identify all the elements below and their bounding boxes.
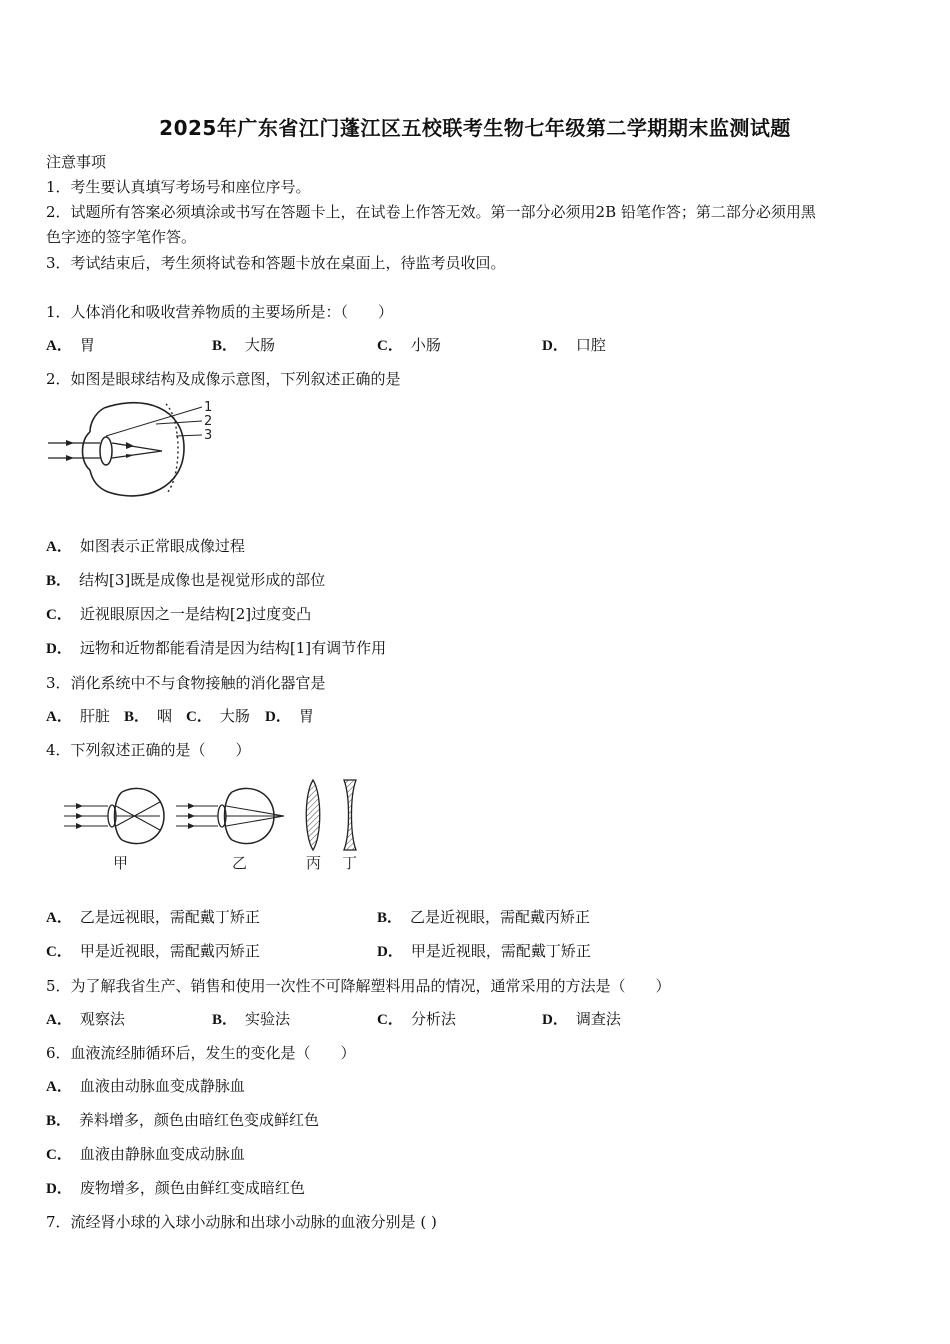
question-1-text: 人体消化和吸收营养物质的主要场所是：（ ） — [70, 303, 394, 321]
q4-option-a: A． 乙是远视眼，需配戴丁矫正 — [46, 908, 260, 926]
question-7-text: 流经肾小球的入球小动脉和出球小动脉的血液分别是 ( ) — [70, 1213, 437, 1231]
label-bing: 丙 — [306, 854, 322, 872]
q6-option-d: D． 废物增多，颜色由鲜红变成暗红色 — [46, 1179, 305, 1197]
q5-option-a: A． 观察法 — [46, 1010, 125, 1028]
question-6-text: 血液流经肺循环后，发生的变化是（ ） — [70, 1044, 356, 1062]
eye-jia — [64, 788, 164, 843]
notice-item-2: 2．试题所有答案必须填涂或书写在答题卡上，在试卷上作答无效。第一部分必须用2B 铅笔作答；第二部分必须用黑 — [46, 203, 816, 221]
q5-option-b: B． 实验法 — [212, 1010, 291, 1028]
label-jia: 甲 — [113, 854, 129, 872]
question-2-stem — [46, 369, 401, 389]
question-3-number: 3． — [46, 674, 71, 692]
q3-option-a: A． 肝脏 — [46, 707, 110, 725]
label-yi: 乙 — [232, 854, 248, 872]
q4-option-c: C． 甲是近视眼，需配戴丙矫正 — [46, 942, 260, 960]
q2-option-d: D． 远物和近物都能看清是因为结构[1]有调节作用 — [46, 639, 387, 657]
notice-heading: 注意事项 — [46, 153, 107, 171]
question-5-stem — [46, 976, 671, 996]
q5-option-d: D． 调查法 — [542, 1010, 621, 1028]
question-2-number: 2． — [46, 370, 71, 388]
concave-lens-ding — [344, 780, 356, 850]
q3-option-d: D． 胃 — [265, 707, 314, 725]
question-6-number: 6． — [46, 1044, 71, 1062]
question-5-number: 5． — [46, 977, 71, 995]
question-7-stem — [46, 1212, 437, 1232]
question-3-text: 消化系统中不与食物接触的消化器官是 — [70, 674, 326, 692]
q3-option-b: B． 咽 — [124, 707, 173, 725]
q6-option-c: C． 血液由静脉血变成动脉血 — [46, 1145, 245, 1163]
q6-option-a: A． 血液由动脉血变成静脉血 — [46, 1077, 245, 1095]
eye-structure-diagram — [44, 396, 224, 506]
q3-option-c: C． 大肠 — [186, 707, 250, 725]
q1-option-a: A． 胃 — [46, 336, 95, 354]
label-ding: 丁 — [342, 854, 358, 872]
q2-option-a: A． 如图表示正常眼成像过程 — [46, 537, 245, 555]
question-4-stem — [46, 740, 251, 760]
question-2-text: 如图是眼球结构及成像示意图，下列叙述正确的是 — [70, 370, 401, 388]
eye-label-3: 3 — [204, 428, 213, 443]
q4-option-b: B． 乙是近视眼，需配戴丙矫正 — [377, 908, 591, 926]
vision-correction-diagram — [60, 774, 370, 878]
q1-option-d: D． 口腔 — [542, 336, 606, 354]
eye-label-1: 1 — [204, 400, 213, 415]
q6-option-b: B． 养料增多，颜色由暗红色变成鲜红色 — [46, 1111, 320, 1129]
question-1-number: 1． — [46, 303, 71, 321]
q1-option-c: C． 小肠 — [377, 336, 441, 354]
q2-option-c: C． 近视眼原因之一是结构[2]过度变凸 — [46, 605, 312, 623]
page-title: 2025年广东省江门蓬江区五校联考生物七年级第二学期期末监测试题 — [159, 116, 791, 140]
question-5-text: 为了解我省生产、销售和使用一次性不可降解塑料用品的情况，通常采用的方法是（ ） — [70, 977, 671, 995]
question-4-text: 下列叙述正确的是（ ） — [70, 741, 251, 759]
question-6-stem — [46, 1043, 356, 1063]
q2-option-b: B． 结构[3]既是成像也是视觉形成的部位 — [46, 571, 326, 589]
eye-yi — [176, 788, 284, 843]
notice-item-1: 1．考生要认真填写考场号和座位序号。 — [46, 178, 311, 196]
q1-option-b: B． 大肠 — [212, 336, 276, 354]
notice-item-3: 3．考试结束后，考生须将试卷和答题卡放在桌面上，待监考员收回。 — [46, 254, 506, 272]
notice-item-2-cont: 色字迹的签字笔作答。 — [46, 228, 197, 246]
eye-label-2: 2 — [204, 414, 213, 429]
convex-lens-bing — [306, 780, 320, 850]
question-4-number: 4． — [46, 741, 71, 759]
q5-option-c: C． 分析法 — [377, 1010, 456, 1028]
q4-option-d: D． 甲是近视眼，需配戴丁矫正 — [377, 942, 591, 960]
question-3-stem — [46, 673, 326, 693]
question-7-number: 7． — [46, 1213, 71, 1231]
question-1-stem — [46, 302, 393, 322]
